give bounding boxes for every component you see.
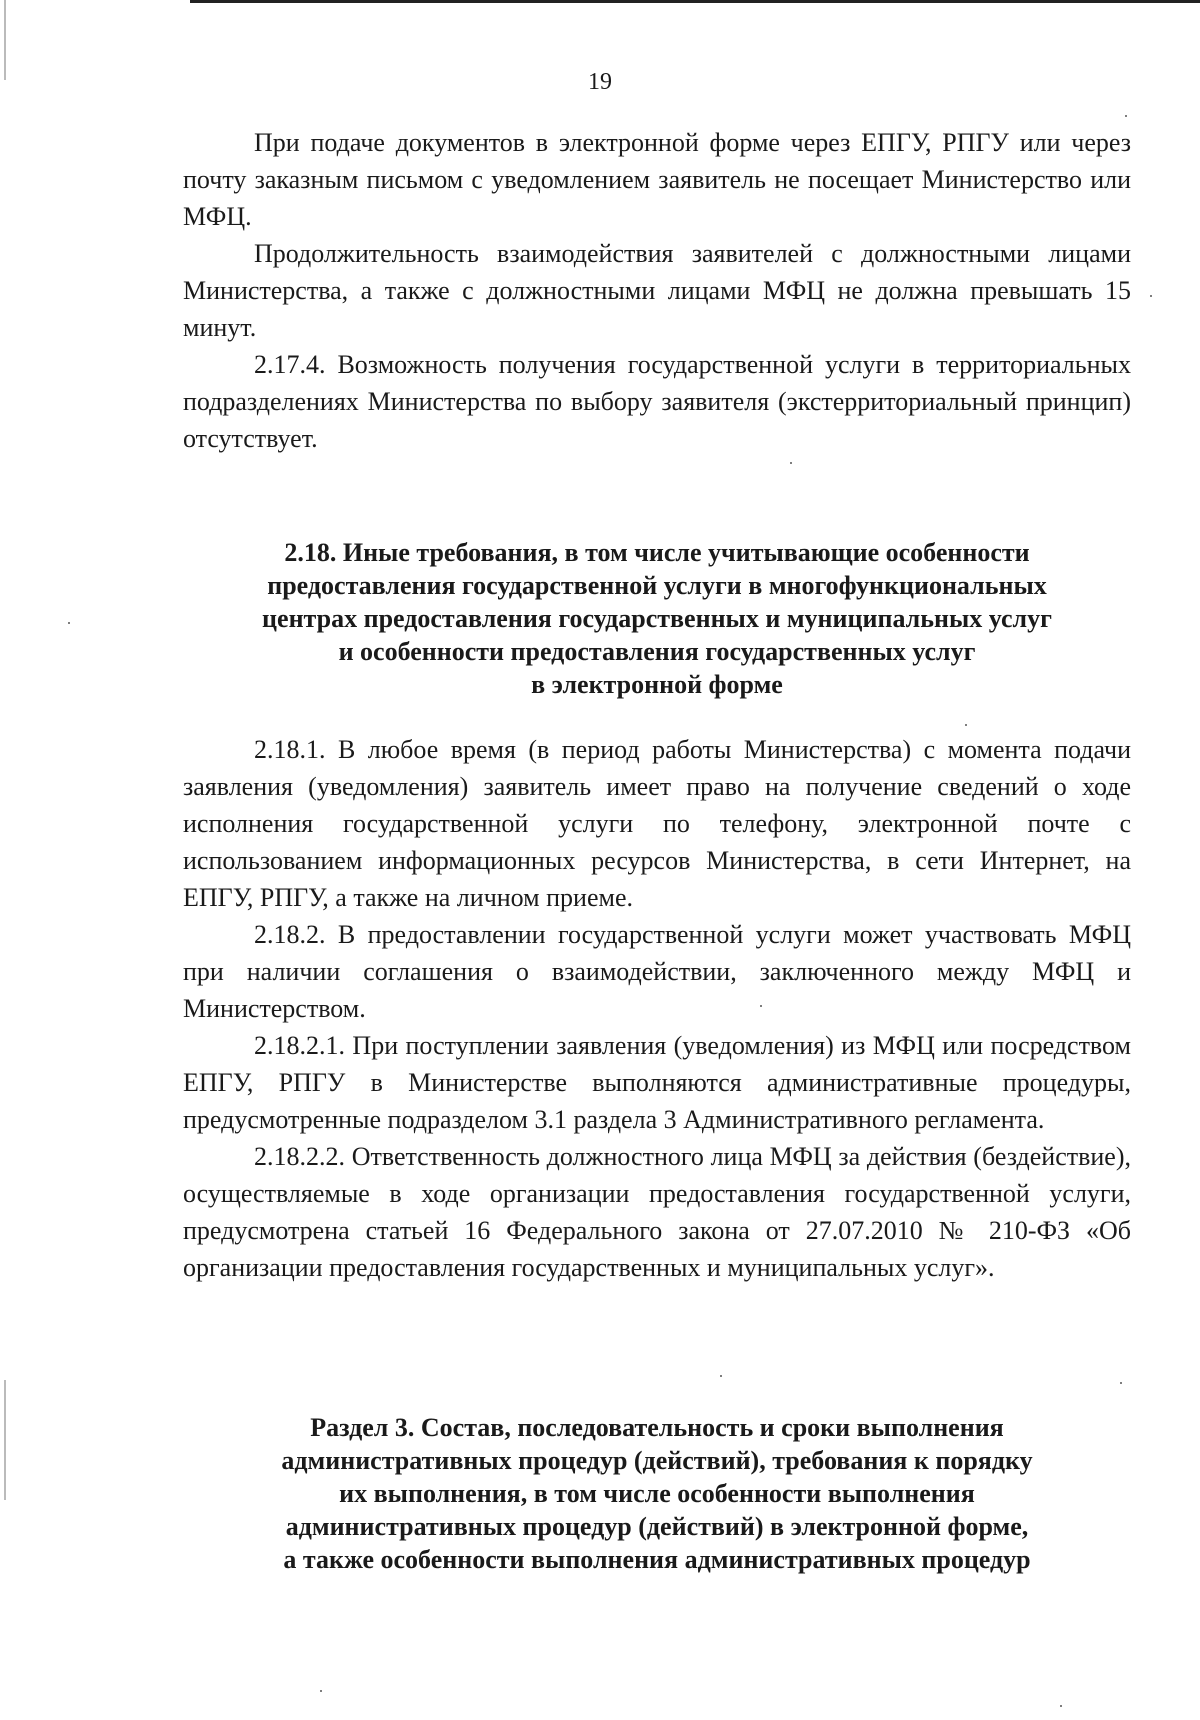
paragraph: При подаче документов в электронной форме через ЕПГУ, РПГУ или через почту заказным письмом с уведомлением заявитель не посещает Министерство или МФЦ. [183, 128, 1131, 231]
scan-speck [1150, 295, 1152, 297]
paragraph: 2.18.2.1. При поступлении заявления (уведомления) из МФЦ или посредством ЕПГУ, РПГУ в Министерстве выполняются административные процедуры, предусмотренные подразделом 3.1 раздела 3 Административного регламента. [183, 1031, 1131, 1134]
paragraph: 2.18.2. В предоставлении государственной услуги может участвовать МФЦ при наличии соглашения о взаимодействии, заключенного между МФЦ и Министерством. [183, 920, 1131, 1023]
heading-line: их выполнения, в том числе особенности выполнения [339, 1479, 975, 1508]
heading-line: административных процедур (действий) в электронной форме, [285, 1512, 1029, 1541]
heading-line: а также особенности выполнения административных процедур [283, 1545, 1031, 1574]
section-heading-2-18 [183, 536, 1131, 701]
body-block-2-18 [183, 731, 1131, 1286]
scan-speck [320, 1690, 322, 1692]
heading-line: 2.18. Иные требования, в том числе учитывающие особенности [284, 538, 1030, 567]
scan-speck [790, 462, 792, 464]
scan-speck [1120, 1382, 1122, 1384]
scan-speck [68, 622, 70, 624]
paragraph: 2.18.1. В любое время (в период работы Министерства) с момента подачи заявления (уведомления) заявитель имеет право на получение сведений о ходе исполнения государственной услуги по телефону, электронной почте с использованием информационных ресурсов Министерства, в сети Интернет, на ЕПГУ, РПГУ, а также на личном приеме. [183, 735, 1131, 912]
heading-line: административных процедур (действий), требования к порядку [281, 1446, 1033, 1475]
scan-speck [1125, 115, 1127, 117]
heading-line: центрах предоставления государственных и муниципальных услуг [262, 604, 1052, 633]
paragraph: Продолжительность взаимодействия заявителей с должностными лицами Министерства, а также с должностными лицами МФЦ не должна превышать 15 минут. [183, 239, 1131, 342]
scan-speck [720, 1375, 722, 1377]
paragraph: 2.18.2.2. Ответственность должностного лица МФЦ за действия (бездействие), осуществляемые в ходе организации предоставления государственной услуги, предусмотрена статьей 16 Федерального закона от 27.07.2010 № 210-ФЗ «Об организации предоставления государственных и муниципальных услуг». [183, 1142, 1131, 1282]
paragraph: 2.17.4. Возможность получения государственной услуги в территориальных подразделениях Министерства по выбору заявителя (экстерриториальный принцип) отсутствует. [183, 350, 1131, 453]
heading-line: в электронной форме [531, 670, 783, 699]
scan-speck [1060, 1705, 1062, 1707]
section-heading-3 [183, 1411, 1131, 1576]
heading-line: и особенности предоставления государственных услуг [338, 637, 976, 666]
scan-top-edge [190, 0, 1200, 3]
body-block-intro [183, 124, 1131, 457]
scan-speck [965, 724, 967, 726]
scan-left-edge [4, 1380, 6, 1500]
heading-line: Раздел 3. Состав, последовательность и сроки выполнения [310, 1413, 1004, 1442]
page-number: 19 [588, 69, 612, 95]
heading-line: предоставления государственной услуги в многофункциональных [267, 571, 1047, 600]
